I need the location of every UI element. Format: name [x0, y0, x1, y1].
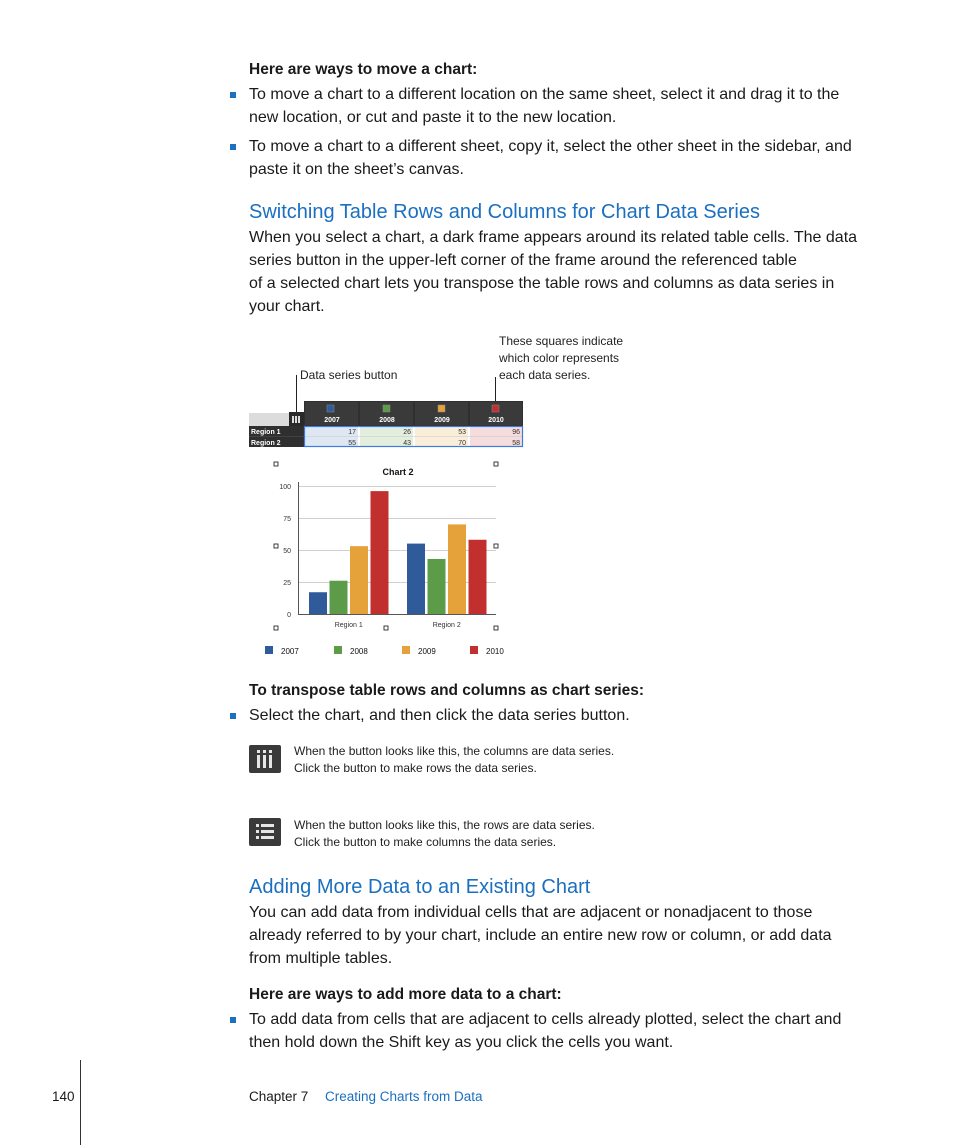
add-data-heading: Here are ways to add more data to a chart:	[249, 986, 562, 1003]
move-bullet-2	[249, 135, 852, 181]
legend-square-2010	[492, 405, 499, 412]
legend-label-2007: 2007	[281, 647, 299, 656]
table-cell: 26	[403, 429, 411, 436]
switch-paragraph-line-3: of a selected chart lets you transpose the table rows and columns as data series in	[249, 275, 835, 292]
callout-squares-line-1: These squares indicate	[499, 334, 624, 348]
table-cell: 58	[512, 440, 520, 447]
bullet-marker	[230, 713, 236, 719]
add-paragraph-line-3: from multiple tables.	[249, 950, 393, 967]
y-tick-label: 25	[283, 580, 291, 587]
bar-2009-region-1	[350, 546, 368, 614]
switch-section-title: Switching Table Rows and Columns for Chart Data Series	[249, 201, 760, 223]
move-bullet-2-line-1: To move a chart to a different sheet, copy it, select the other sheet in the sidebar, and	[249, 138, 852, 155]
callout-data-series-button: Data series button	[300, 368, 398, 382]
chart-y-tick-labels	[279, 484, 291, 619]
legend-square-2008	[383, 405, 390, 412]
bar-2008-region-1	[330, 581, 348, 614]
table-cell: 43	[403, 440, 411, 447]
switch-paragraph	[249, 226, 857, 318]
columns-note-line-2: Click the button to make rows the data series.	[294, 761, 537, 775]
add-paragraph-line-1: You can add data from individual cells that are adjacent or nonadjacent to those	[249, 904, 813, 921]
table-row-label-2: Region 2	[251, 440, 281, 447]
transpose-heading: To transpose table rows and columns as chart series:	[249, 682, 645, 699]
rows-note	[294, 817, 595, 851]
rows-note-line-1: When the button looks like this, the rows are data series.	[294, 818, 595, 832]
add-paragraph-line-2: already referred to by your chart, include an entire new row or column, or add data	[249, 927, 832, 944]
columns-series-button-icon	[249, 745, 281, 773]
legend-swatch-2009	[402, 646, 410, 654]
bar-2010-region-1	[371, 491, 389, 614]
move-bullet-1-line-2: new location, or cut and paste it to the new location.	[249, 109, 617, 126]
chart-figure	[240, 370, 540, 660]
bullet-marker	[230, 144, 236, 150]
chart-x-labels	[335, 622, 461, 629]
callout-squares-line-2: which color represents	[499, 351, 620, 365]
bar-2010-region-2	[469, 540, 487, 614]
table-col-2008: 2008	[379, 417, 395, 424]
table-cell: 55	[348, 440, 356, 447]
move-chart-heading: Here are ways to move a chart:	[249, 61, 478, 78]
legend-label-2009: 2009	[418, 647, 436, 656]
add-data-section-title: Adding More Data to an Existing Chart	[249, 876, 591, 898]
y-tick-label: 0	[287, 612, 291, 619]
legend-swatch-2007	[265, 646, 273, 654]
footer-divider	[80, 1060, 81, 1145]
footer-chapter: Chapter 7	[249, 1089, 309, 1104]
move-bullet-1-line-1: To move a chart to a different location on the same sheet, select it and drag it to the	[249, 86, 840, 103]
bar-2007-region-1	[309, 592, 327, 614]
table-cell: 96	[512, 429, 520, 436]
legend-square-2007	[327, 405, 334, 412]
chart-bars	[309, 491, 487, 614]
rows-note-line-2: Click the button to make columns the data series.	[294, 835, 557, 849]
rows-series-button-icon	[249, 818, 281, 846]
table-col-2007: 2007	[324, 417, 340, 424]
table-corner-cell	[249, 413, 289, 426]
callout-squares-line-3: each data series.	[499, 368, 591, 382]
move-bullet-2-line-2: paste it on the sheet’s canvas.	[249, 161, 464, 178]
legend-label-2010: 2010	[486, 647, 504, 656]
bullet-marker	[230, 1017, 236, 1023]
table-cell: 53	[458, 429, 466, 436]
chart-title: Chart 2	[382, 467, 414, 477]
chart-gridlines	[299, 487, 496, 615]
page-number: 140	[52, 1089, 75, 1104]
legend-swatch-2010	[470, 646, 478, 654]
y-tick-label: 75	[283, 516, 291, 523]
x-category-label: Region 1	[334, 622, 363, 629]
footer-chapter-title-link[interactable]: Creating Charts from Data	[325, 1089, 483, 1104]
table-cell: 17	[348, 429, 356, 436]
y-tick-label: 50	[283, 548, 291, 555]
table-col-2010: 2010	[488, 417, 504, 424]
columns-note	[294, 743, 614, 777]
legend-swatch-2008	[334, 646, 342, 654]
y-tick-label: 100	[279, 484, 291, 491]
switch-paragraph-line-2: series button in the upper-left corner of the frame around the referenced table	[249, 252, 797, 269]
table-cell: 70	[458, 440, 466, 447]
chart-legend	[265, 646, 504, 656]
table-col-2009: 2009	[434, 417, 450, 424]
bar-2007-region-2	[407, 544, 425, 614]
bullet-marker	[230, 92, 236, 98]
legend-label-2008: 2008	[350, 647, 368, 656]
add-data-bullet	[249, 1008, 841, 1054]
bar-2009-region-2	[448, 524, 466, 614]
columns-note-line-1: When the button looks like this, the columns are data series.	[294, 744, 615, 758]
bar-2008-region-2	[428, 559, 446, 614]
add-data-paragraph	[249, 901, 832, 970]
transpose-bullet: Select the chart, and then click the data series button.	[249, 707, 630, 724]
add-bullet-line-2: then hold down the Shift key as you click the cells you want.	[249, 1034, 674, 1051]
switch-paragraph-line-1: When you select a chart, a dark frame appears around its related table cells. The data	[249, 229, 858, 246]
add-bullet-line-1: To add data from cells that are adjacent to cells already plotted, select the chart and	[249, 1011, 842, 1028]
legend-square-2009	[438, 405, 445, 412]
data-series-button-icon	[292, 416, 300, 423]
x-category-label: Region 2	[432, 622, 461, 629]
table-row-label-1: Region 1	[251, 429, 281, 436]
switch-paragraph-line-4: your chart.	[249, 298, 325, 315]
move-bullet-1	[249, 83, 839, 129]
